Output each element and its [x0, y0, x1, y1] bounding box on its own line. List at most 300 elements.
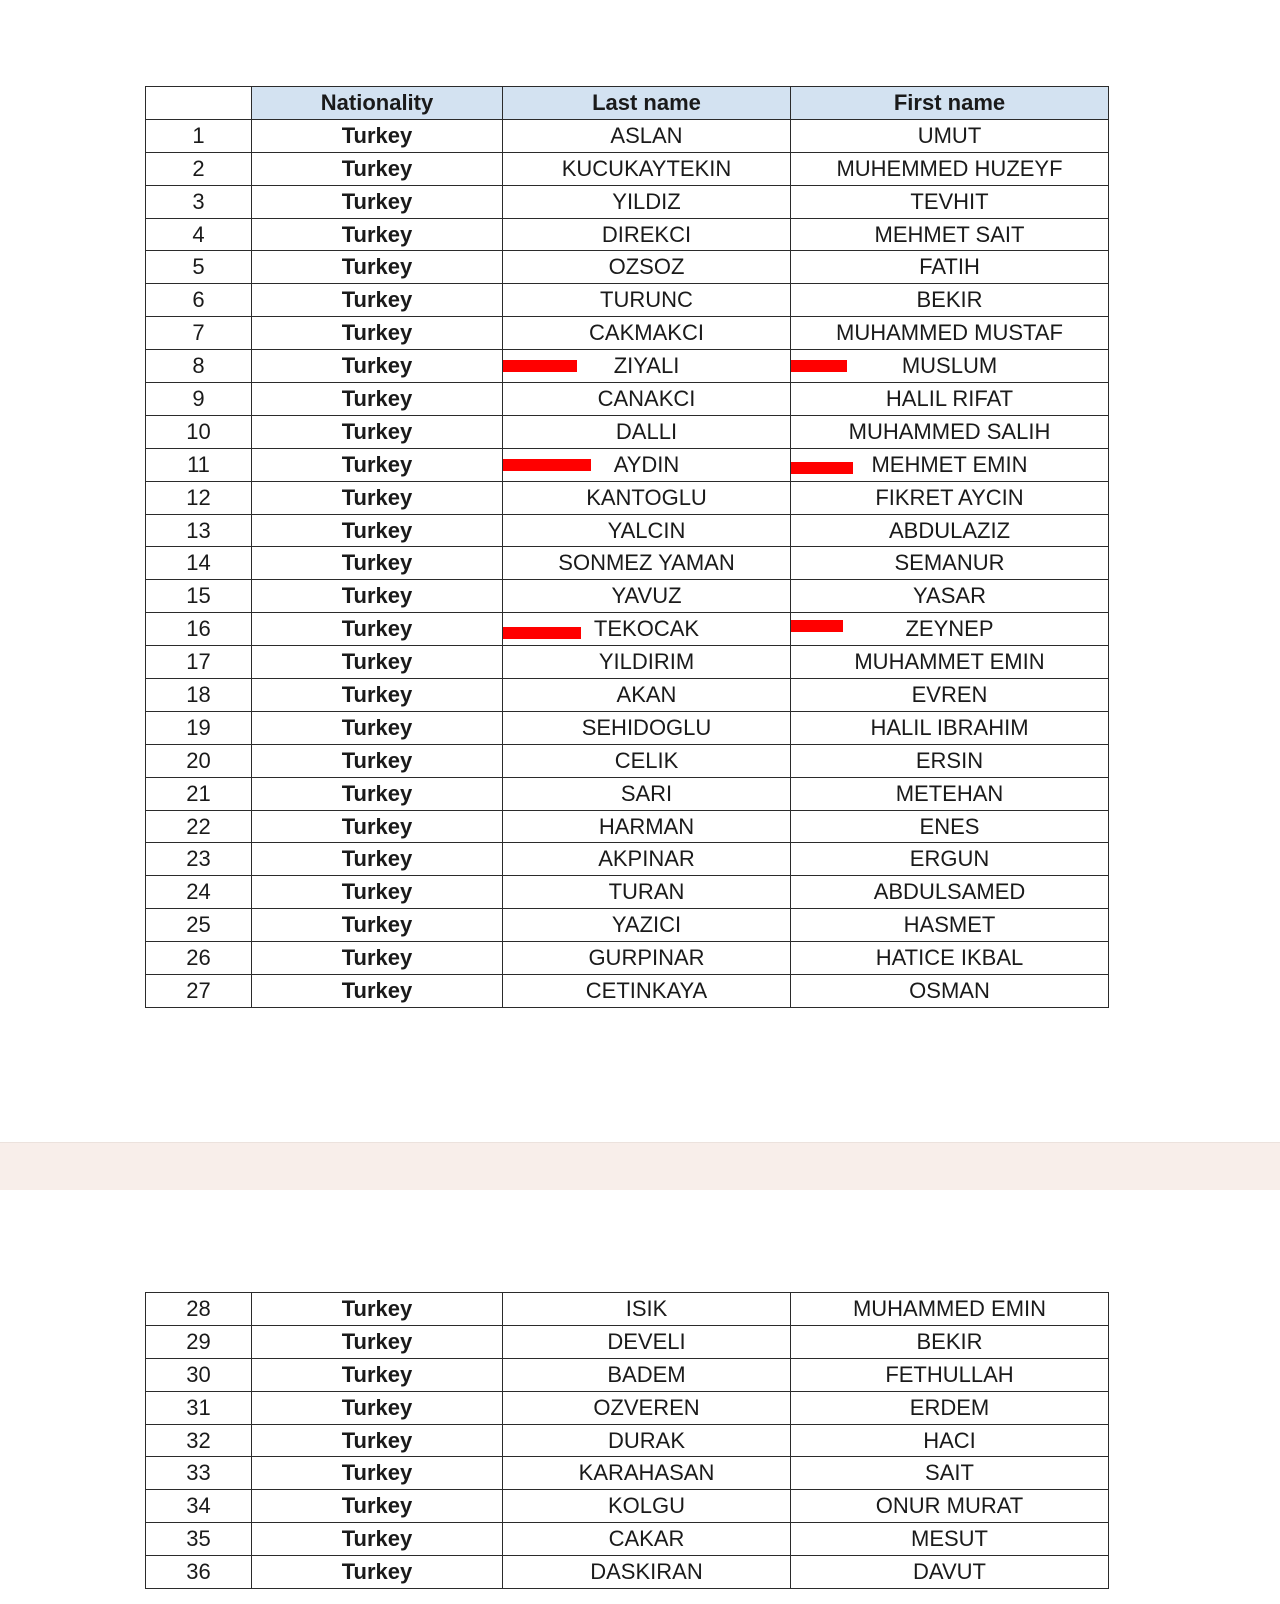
- last-name-text: SONMEZ YAMAN: [558, 550, 735, 576]
- first-name-text: MEHMET SAIT: [874, 221, 1025, 247]
- row-number-cell: [146, 1556, 252, 1589]
- last-name-text: KARAHASAN: [578, 1460, 715, 1486]
- last-name-text: TEKOCAK: [593, 616, 700, 642]
- table-row: [146, 119, 1109, 152]
- last-name-text: DASKIRAN: [590, 1559, 703, 1585]
- last-name-text: YILDIZ: [612, 188, 681, 214]
- row-number-cell: [146, 646, 252, 679]
- first-name-text: MUHEMMED HUZEYF: [836, 155, 1063, 181]
- row-number-text: 6: [192, 287, 205, 313]
- last-name-text: OZVEREN: [593, 1394, 700, 1420]
- row-number-cell: [146, 514, 252, 547]
- first-name-text: ENES: [919, 813, 980, 839]
- nationality-text: Turkey: [341, 550, 413, 576]
- table-row: [146, 415, 1109, 448]
- row-number-cell: [146, 909, 252, 942]
- last-name-text: CAKAR: [608, 1526, 685, 1552]
- nationality-text: Turkey: [341, 1361, 413, 1387]
- table-row: [146, 679, 1109, 712]
- header-nationality: Nationality: [252, 87, 503, 120]
- row-number-text: 14: [186, 550, 211, 576]
- nationality-text: Turkey: [341, 813, 413, 839]
- nationality-text: Turkey: [341, 221, 413, 247]
- row-number-text: 8: [192, 353, 205, 379]
- row-number-text: 32: [186, 1427, 211, 1453]
- table-row: [146, 1457, 1109, 1490]
- row-number-cell: [146, 1391, 252, 1424]
- nationality-cell: [252, 251, 503, 284]
- row-number-text: 36: [186, 1559, 211, 1585]
- nationality-text: Turkey: [341, 846, 413, 872]
- last-name-text: YAVUZ: [611, 583, 682, 609]
- row-number-cell: [146, 613, 252, 646]
- table-row: [146, 1556, 1109, 1589]
- row-number-cell: [146, 679, 252, 712]
- first-name-text: HALIL RIFAT: [885, 385, 1014, 411]
- row-number-text: 10: [186, 418, 211, 444]
- first-name-cell: [791, 152, 1109, 185]
- last-name-text: ISIK: [625, 1295, 668, 1321]
- nationality-cell: [252, 580, 503, 613]
- last-name-cell: [503, 1490, 791, 1523]
- first-name-cell: [791, 218, 1109, 251]
- row-number-text: 1: [192, 122, 205, 148]
- header-corner-cell: [146, 87, 252, 120]
- table-row: [146, 1293, 1109, 1326]
- row-number-cell: [146, 481, 252, 514]
- table-row: [146, 152, 1109, 185]
- nationality-text: Turkey: [341, 418, 413, 444]
- last-name-text: DURAK: [607, 1427, 685, 1453]
- row-number-text: 28: [186, 1295, 211, 1321]
- row-number-text: 15: [186, 583, 211, 609]
- last-name-text: ASLAN: [610, 122, 683, 148]
- first-name-cell: [791, 744, 1109, 777]
- table-row: [146, 218, 1109, 251]
- last-name-cell: [503, 810, 791, 843]
- table-row: [146, 251, 1109, 284]
- nationality-cell: [252, 547, 503, 580]
- last-name-cell: [503, 777, 791, 810]
- last-name-text: KOLGU: [607, 1493, 686, 1519]
- table-row: [146, 1490, 1109, 1523]
- last-name-cell: [503, 514, 791, 547]
- nationality-text: Turkey: [341, 484, 413, 510]
- row-number-cell: [146, 284, 252, 317]
- table-row: [146, 843, 1109, 876]
- first-name-cell: [791, 876, 1109, 909]
- first-name-cell: [791, 1325, 1109, 1358]
- row-number-cell: [146, 317, 252, 350]
- last-name-cell: [503, 1325, 791, 1358]
- nationality-text: Turkey: [341, 1559, 413, 1585]
- last-name-cell: [503, 909, 791, 942]
- last-name-cell: [503, 975, 791, 1008]
- row-number-text: 19: [186, 714, 211, 740]
- last-name-text: OZSOZ: [608, 254, 685, 280]
- row-number-text: 23: [186, 846, 211, 872]
- nationality-cell: [252, 646, 503, 679]
- first-name-text: METEHAN: [895, 780, 1004, 806]
- first-name-cell: [791, 350, 1109, 383]
- nationality-text: Turkey: [341, 353, 413, 379]
- first-name-text: UMUT: [917, 122, 982, 148]
- last-name-cell: [503, 1358, 791, 1391]
- table-body-page-2: [146, 1293, 1109, 1589]
- last-name-text: CAKMAKCI: [589, 320, 704, 346]
- table-row: [146, 580, 1109, 613]
- row-number-text: 26: [186, 945, 211, 971]
- nationality-cell: [252, 383, 503, 416]
- nationality-text: Turkey: [341, 1295, 413, 1321]
- nationality-cell: [252, 1424, 503, 1457]
- row-number-text: 33: [186, 1460, 211, 1486]
- first-name-text: MEHMET EMIN: [871, 451, 1028, 477]
- nationality-text: Turkey: [341, 254, 413, 280]
- nationality-cell: [252, 284, 503, 317]
- last-name-text: DEVELI: [607, 1328, 686, 1354]
- nationality-cell: [252, 415, 503, 448]
- nationality-cell: [252, 481, 503, 514]
- last-name-cell: [503, 1523, 791, 1556]
- table-row: [146, 284, 1109, 317]
- table-row: [146, 1424, 1109, 1457]
- last-name-text: BADEM: [607, 1361, 686, 1387]
- first-name-cell: [791, 284, 1109, 317]
- first-name-text: ABDULAZIZ: [888, 517, 1011, 543]
- first-name-cell: [791, 317, 1109, 350]
- nationality-cell: [252, 711, 503, 744]
- nationality-cell: [252, 777, 503, 810]
- first-name-text: HACI: [923, 1427, 976, 1453]
- last-name-text: SARI: [620, 780, 673, 806]
- last-name-text: GURPINAR: [588, 945, 705, 971]
- nationality-text: Turkey: [341, 1427, 413, 1453]
- first-name-cell: [791, 942, 1109, 975]
- table-row: [146, 185, 1109, 218]
- last-name-cell: [503, 448, 791, 481]
- nationality-cell: [252, 613, 503, 646]
- first-name-text: ZEYNEP: [905, 616, 994, 642]
- table-row: [146, 1358, 1109, 1391]
- last-name-cell: [503, 942, 791, 975]
- table-row: [146, 514, 1109, 547]
- red-marker-stroke: [503, 459, 591, 471]
- first-name-text: BEKIR: [916, 287, 983, 313]
- row-number-text: 17: [186, 649, 211, 675]
- nationality-text: Turkey: [341, 1328, 413, 1354]
- roster-table-page-1: [145, 86, 1109, 1008]
- first-name-cell: [791, 119, 1109, 152]
- nationality-cell: [252, 1358, 503, 1391]
- first-name-text: MUHAMMED SALIH: [848, 418, 1051, 444]
- last-name-text: CETINKAYA: [585, 977, 708, 1003]
- last-name-text: DALLI: [615, 418, 678, 444]
- first-name-text: MUHAMMED EMIN: [852, 1295, 1047, 1321]
- row-number-cell: [146, 251, 252, 284]
- first-name-cell: [791, 711, 1109, 744]
- nationality-text: Turkey: [341, 583, 413, 609]
- first-name-cell: [791, 448, 1109, 481]
- row-number-cell: [146, 383, 252, 416]
- first-name-text: SAIT: [925, 1460, 974, 1486]
- nationality-text: Turkey: [341, 747, 413, 773]
- row-number-text: 30: [186, 1361, 211, 1387]
- table-body-page-1: [146, 119, 1109, 1007]
- last-name-text: TURAN: [608, 879, 685, 905]
- nationality-cell: [252, 942, 503, 975]
- row-number-cell: [146, 843, 252, 876]
- first-name-cell: [791, 415, 1109, 448]
- first-name-cell: [791, 514, 1109, 547]
- table-row: [146, 1523, 1109, 1556]
- first-name-text: ERDEM: [909, 1394, 990, 1420]
- first-name-cell: [791, 1490, 1109, 1523]
- row-number-cell: [146, 744, 252, 777]
- roster-table-page-2: [145, 1292, 1109, 1589]
- table-row: [146, 777, 1109, 810]
- nationality-text: Turkey: [341, 912, 413, 938]
- row-number-text: 3: [192, 188, 205, 214]
- row-number-cell: [146, 711, 252, 744]
- table-row: [146, 448, 1109, 481]
- last-name-text: HARMAN: [598, 813, 695, 839]
- nationality-cell: [252, 843, 503, 876]
- table-row: [146, 613, 1109, 646]
- nationality-text: Turkey: [341, 1526, 413, 1552]
- row-number-text: 11: [187, 451, 210, 477]
- first-name-text: YASAR: [913, 583, 986, 609]
- nationality-cell: [252, 514, 503, 547]
- last-name-text: DIREKCI: [601, 221, 692, 247]
- last-name-cell: [503, 1556, 791, 1589]
- nationality-cell: [252, 350, 503, 383]
- last-name-text: YALCIN: [607, 517, 686, 543]
- table-row: [146, 810, 1109, 843]
- row-number-text: 16: [186, 616, 211, 642]
- last-name-cell: [503, 284, 791, 317]
- first-name-text: HASMET: [903, 912, 996, 938]
- nationality-cell: [252, 810, 503, 843]
- nationality-cell: [252, 152, 503, 185]
- first-name-cell: [791, 1556, 1109, 1589]
- header-first-name: First name: [791, 87, 1109, 120]
- last-name-cell: [503, 744, 791, 777]
- nationality-cell: [252, 744, 503, 777]
- table-row: [146, 711, 1109, 744]
- table-row: [146, 1391, 1109, 1424]
- red-marker-stroke: [791, 360, 848, 372]
- table-row: [146, 942, 1109, 975]
- row-number-cell: [146, 975, 252, 1008]
- last-name-cell: [503, 711, 791, 744]
- row-number-text: 22: [186, 813, 211, 839]
- header-last-name: Last name: [503, 87, 791, 120]
- nationality-cell: [252, 448, 503, 481]
- nationality-text: Turkey: [341, 451, 413, 477]
- nationality-text: Turkey: [341, 155, 413, 181]
- last-name-text: YAZICI: [611, 912, 682, 938]
- row-number-cell: [146, 350, 252, 383]
- first-name-cell: [791, 1424, 1109, 1457]
- nationality-text: Turkey: [341, 320, 413, 346]
- nationality-text: Turkey: [341, 517, 413, 543]
- red-marker-stroke: [791, 462, 854, 474]
- last-name-cell: [503, 580, 791, 613]
- first-name-cell: [791, 909, 1109, 942]
- last-name-cell: [503, 1391, 791, 1424]
- row-number-text: 35: [186, 1526, 211, 1552]
- last-name-cell: [503, 383, 791, 416]
- first-name-text: DAVUT: [913, 1559, 986, 1585]
- last-name-text: AKAN: [616, 681, 677, 707]
- table-row: [146, 317, 1109, 350]
- document-page-2: [0, 1190, 1280, 1604]
- row-number-cell: [146, 547, 252, 580]
- first-name-cell: [791, 1391, 1109, 1424]
- table-row: [146, 909, 1109, 942]
- first-name-text: MUHAMMED MUSTAF: [836, 320, 1063, 346]
- table-row: [146, 350, 1109, 383]
- row-number-cell: [146, 1424, 252, 1457]
- row-number-cell: [146, 1523, 252, 1556]
- row-number-cell: [146, 942, 252, 975]
- first-name-text: EVREN: [911, 681, 988, 707]
- row-number-text: 20: [186, 747, 211, 773]
- first-name-text: ONUR MURAT: [875, 1493, 1024, 1519]
- row-number-cell: [146, 185, 252, 218]
- row-number-cell: [146, 1457, 252, 1490]
- first-name-text: BEKIR: [916, 1328, 983, 1354]
- last-name-cell: [503, 876, 791, 909]
- row-number-text: 27: [186, 977, 211, 1003]
- last-name-cell: [503, 646, 791, 679]
- nationality-cell: [252, 1457, 503, 1490]
- row-number-text: 29: [186, 1328, 211, 1354]
- first-name-cell: [791, 777, 1109, 810]
- last-name-text: KUCUKAYTEKIN: [561, 155, 732, 181]
- first-name-text: TEVHIT: [910, 188, 989, 214]
- page-separator: [0, 1142, 1280, 1192]
- row-number-text: 7: [192, 320, 205, 346]
- last-name-cell: [503, 317, 791, 350]
- last-name-cell: [503, 613, 791, 646]
- last-name-cell: [503, 218, 791, 251]
- row-number-cell: [146, 448, 252, 481]
- row-number-cell: [146, 810, 252, 843]
- last-name-cell: [503, 350, 791, 383]
- row-number-cell: [146, 1358, 252, 1391]
- first-name-text: MUHAMMET EMIN: [854, 649, 1045, 675]
- nationality-text: Turkey: [341, 385, 413, 411]
- first-name-text: FIKRET AYCIN: [875, 484, 1024, 510]
- row-number-cell: [146, 1293, 252, 1326]
- first-name-text: SEMANUR: [894, 550, 1005, 576]
- last-name-cell: [503, 679, 791, 712]
- nationality-text: Turkey: [341, 188, 413, 214]
- nationality-text: Turkey: [341, 649, 413, 675]
- nationality-text: Turkey: [341, 616, 413, 642]
- first-name-cell: [791, 843, 1109, 876]
- last-name-text: SEHIDOGLU: [581, 714, 712, 740]
- last-name-text: CANAKCI: [597, 385, 696, 411]
- nationality-text: Turkey: [341, 681, 413, 707]
- nationality-cell: [252, 876, 503, 909]
- table-row: [146, 646, 1109, 679]
- first-name-text: HALIL IBRAHIM: [870, 714, 1029, 740]
- nationality-text: Turkey: [341, 945, 413, 971]
- table-row: [146, 975, 1109, 1008]
- nationality-text: Turkey: [341, 977, 413, 1003]
- nationality-cell: [252, 1556, 503, 1589]
- nationality-cell: [252, 679, 503, 712]
- row-number-cell: [146, 1325, 252, 1358]
- first-name-cell: [791, 1457, 1109, 1490]
- last-name-cell: [503, 1293, 791, 1326]
- nationality-text: Turkey: [341, 1493, 413, 1519]
- row-number-text: 18: [186, 681, 211, 707]
- last-name-text: AYDIN: [613, 451, 680, 477]
- nationality-text: Turkey: [341, 287, 413, 313]
- nationality-text: Turkey: [341, 780, 413, 806]
- last-name-text: YILDIRIM: [598, 649, 695, 675]
- row-number-cell: [146, 119, 252, 152]
- nationality-cell: [252, 1523, 503, 1556]
- row-number-text: 2: [192, 155, 205, 181]
- first-name-cell: [791, 481, 1109, 514]
- first-name-cell: [791, 646, 1109, 679]
- red-marker-stroke: [503, 360, 578, 372]
- row-number-text: 24: [186, 879, 211, 905]
- first-name-cell: [791, 679, 1109, 712]
- first-name-text: ABDULSAMED: [873, 879, 1026, 905]
- last-name-text: CELIK: [614, 747, 679, 773]
- row-number-cell: [146, 415, 252, 448]
- red-marker-stroke: [503, 627, 582, 639]
- nationality-cell: [252, 185, 503, 218]
- nationality-text: Turkey: [341, 714, 413, 740]
- first-name-text: HATICE IKBAL: [875, 945, 1024, 971]
- nationality-text: Turkey: [341, 122, 413, 148]
- row-number-cell: [146, 580, 252, 613]
- first-name-cell: [791, 1523, 1109, 1556]
- last-name-cell: [503, 1424, 791, 1457]
- last-name-text: AKPINAR: [598, 846, 695, 872]
- last-name-cell: [503, 119, 791, 152]
- row-number-text: 25: [186, 912, 211, 938]
- row-number-text: 4: [192, 221, 205, 247]
- row-number-cell: [146, 876, 252, 909]
- row-number-text: 21: [186, 780, 211, 806]
- nationality-text: Turkey: [341, 1394, 413, 1420]
- first-name-text: MUSLUM: [901, 353, 998, 379]
- last-name-cell: [503, 185, 791, 218]
- nationality-cell: [252, 909, 503, 942]
- table-row: [146, 1325, 1109, 1358]
- last-name-cell: [503, 415, 791, 448]
- nationality-cell: [252, 119, 503, 152]
- nationality-cell: [252, 975, 503, 1008]
- first-name-text: OSMAN: [909, 977, 990, 1003]
- last-name-cell: [503, 547, 791, 580]
- first-name-cell: [791, 383, 1109, 416]
- table-row: [146, 481, 1109, 514]
- nationality-cell: [252, 317, 503, 350]
- nationality-cell: [252, 1391, 503, 1424]
- first-name-cell: [791, 185, 1109, 218]
- last-name-cell: [503, 251, 791, 284]
- row-number-text: 13: [186, 517, 211, 543]
